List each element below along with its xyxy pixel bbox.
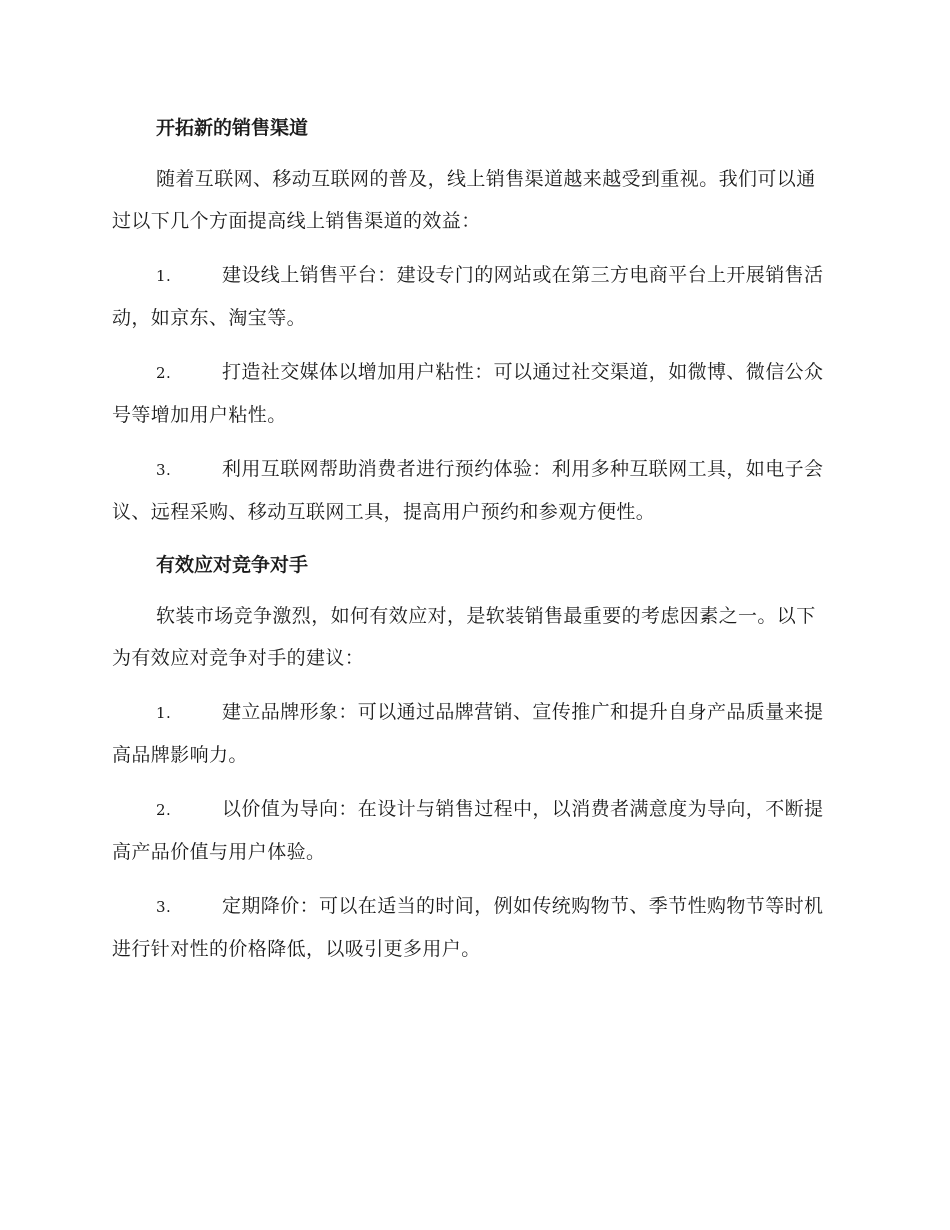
list-item-number: 1. xyxy=(156,267,172,285)
list-item-number: 1. xyxy=(156,704,172,722)
list-item-number: 3. xyxy=(156,461,172,479)
document-body xyxy=(112,108,834,982)
list-item xyxy=(112,885,834,970)
section-intro: 软装市场竞争激烈，如何有效应对，是软装销售最重要的考虑因素之一。以下为有效应对竞争对手的建议： xyxy=(112,605,816,669)
section-heading: 有效应对竞争对手 xyxy=(156,554,309,576)
list-item xyxy=(112,691,834,776)
section-sales-channels xyxy=(112,108,834,533)
list-item xyxy=(112,788,834,873)
section-heading: 开拓新的销售渠道 xyxy=(156,117,309,139)
list-item-text: 利用互联网帮助消费者进行预约体验：利用多种互联网工具，如电子会议、远程采购、移动互联网工具，提高用户预约和参观方便性。 xyxy=(112,458,824,523)
list-item xyxy=(112,254,834,339)
section-intro: 随着互联网、移动互联网的普及，线上销售渠道越来越受到重视。我们可以通过以下几个方面提高线上销售渠道的效益： xyxy=(112,168,816,232)
list-item-text: 建立品牌形象：可以通过品牌营销、宣传推广和提升自身产品质量来提高品牌影响力。 xyxy=(112,701,824,766)
list-item-number: 2. xyxy=(156,364,172,382)
list-item xyxy=(112,448,834,533)
list-item-text: 定期降价：可以在适当的时间，例如传统购物节、季节性购物节等时机进行针对性的价格降低，以吸引更多用户。 xyxy=(112,895,824,960)
list-item-number: 2. xyxy=(156,801,172,819)
list-item-text: 建设线上销售平台：建设专门的网站或在第三方电商平台上开展销售活动，如京东、淘宝等。 xyxy=(112,264,824,329)
section-competitors xyxy=(112,545,834,970)
list-item-text: 以价值为导向：在设计与销售过程中，以消费者满意度为导向，不断提高产品价值与用户体验。 xyxy=(112,798,824,863)
list-item-text: 打造社交媒体以增加用户粘性：可以通过社交渠道，如微博、微信公众号等增加用户粘性。 xyxy=(112,361,824,426)
list-item-number: 3. xyxy=(156,898,172,916)
list-item xyxy=(112,351,834,436)
